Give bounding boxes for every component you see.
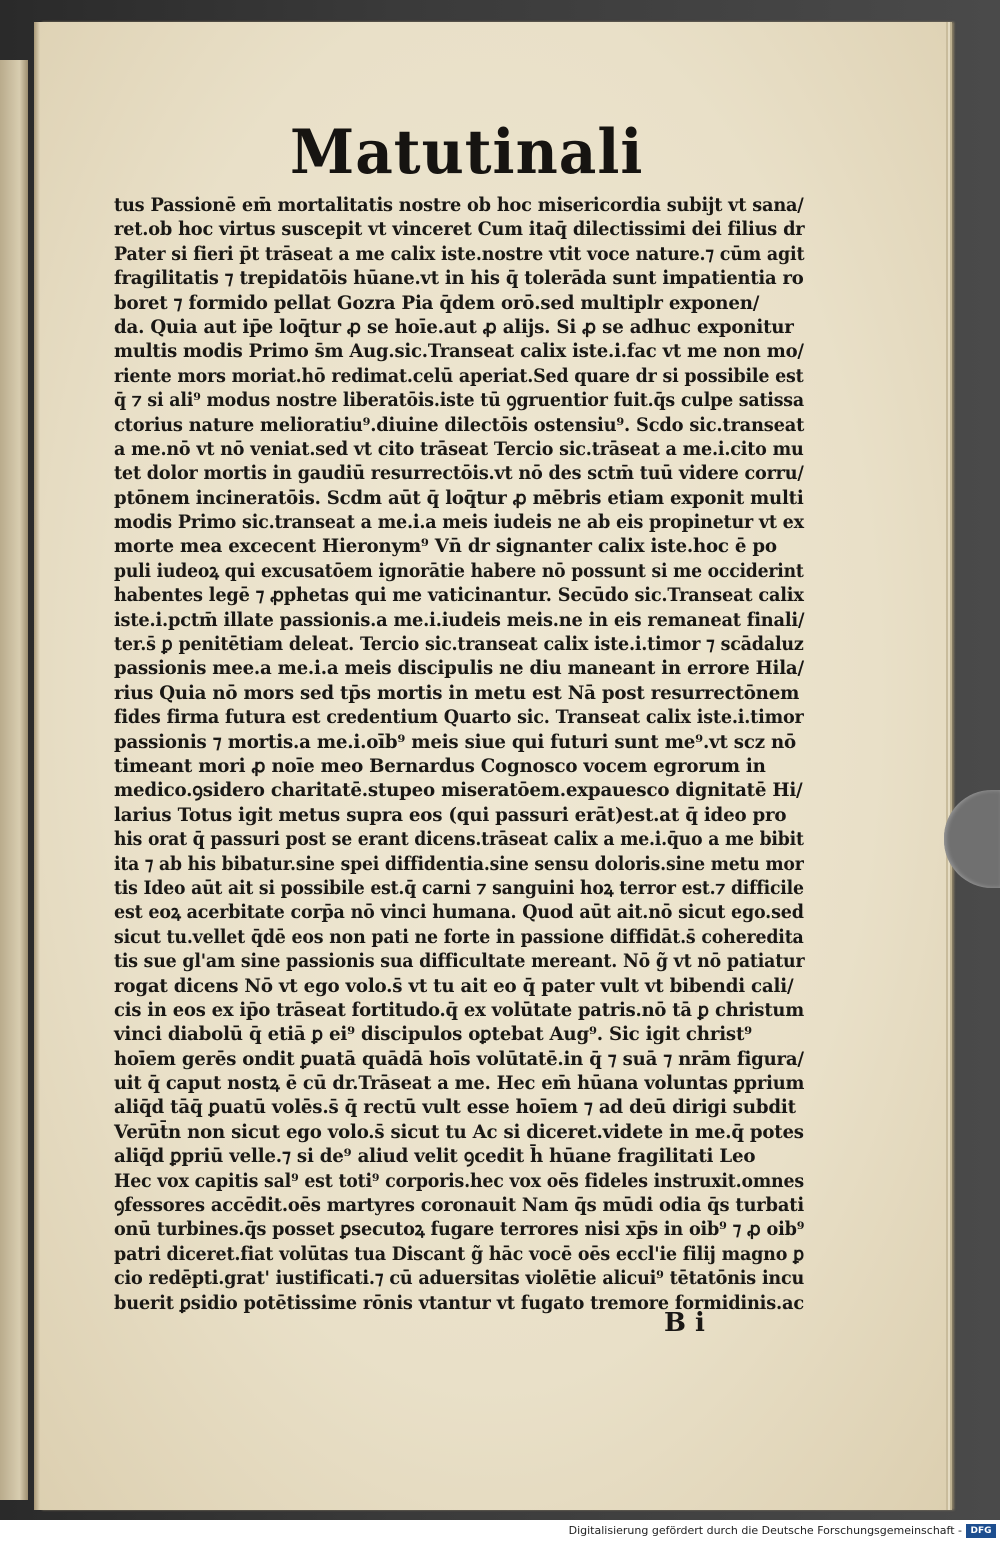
text-line: est eoꝝ acerbitate corp̄a nō vinci humana. Quod aūt ait.nō sicut ego.sed <box>114 902 804 924</box>
page-heading: Matutinali <box>290 116 644 188</box>
text-line: cio redēpti.grat' iustificati.⁊ cū aduersitas violētie alicui⁹ tētatōnis incu <box>114 1268 805 1290</box>
text-line: rius Quia nō mors sed tp̄s mortis in metu est Nā post resurrectōnem <box>114 682 800 704</box>
text-line: medico.ꝯsidero charitatē.stupeo miseratōem.expauesco dignitatē Hi/ <box>114 780 803 802</box>
text-line: hoīem gerēs ondit ꝑuatā quādā hoīs volūtatē.in q̄ ⁊ suā ⁊ nrām figura/ <box>114 1048 804 1070</box>
text-line: da. Quia aut ip̄e loq̄tur ꝓ se hoīe.aut ꝓ alijs. Si ꝓ se adhuc exponitur <box>114 316 794 338</box>
text-line: ret.ob hoc virtus suscepit vt vinceret Cum itaq̄ dilectissimi dei filius dr <box>114 219 805 241</box>
text-line: modis Primo sic.transeat a me.i.a meis iudeis ne ab eis propinetur vt ex <box>114 512 804 534</box>
text-line: onū turbines.q̄s posset ꝑsecutoꝝ fugare terrores nisi xp̄s in oib⁹ ⁊ ꝓ oib⁹ <box>114 1219 805 1241</box>
text-line: Verūt̄n non sicut ego volo.s̄ sicut tu Ac si diceret.videte in me.q̄ potes <box>114 1121 804 1143</box>
text-line: riente mors moriat.hō redimat.celū aperiat.Sed quare dr si possibile est <box>114 365 804 387</box>
text-line: aliq̄d ꝑpriū velle.⁊ si de⁹ aliud velit ꝯcedit h̄ hūane fragilitati Leo <box>114 1146 756 1168</box>
text-line: morte mea excecent Hieronym⁹ Vn̄ dr signanter calix iste.hoc ē po <box>114 536 777 558</box>
text-line: ita ⁊ ab his bibatur.sine spei diffidentia.sine sensu doloris.sine metu mor <box>114 853 804 875</box>
text-line: ptōnem incineratōis. Scdm aūt q̄ loq̄tur ꝓ mēbris etiam exponit multi <box>114 487 804 509</box>
text-line: patri diceret.fiat volūtas tua Discant g̃ hāc vocē oēs eccl'ie filij magno ꝑ <box>114 1243 805 1265</box>
digitization-credit: Digitalisierung gefördert durch die Deutsche Forschungsgemeinschaft - <box>568 1524 962 1537</box>
text-line: tis sue gl'am sine passionis sua difficultate mereant. Nō g̃ vt nō patiatur <box>114 951 805 973</box>
text-line: buerit ꝑsidio potētissime rōnis vtantur vt fugato tremore formidinis.ac <box>114 1292 804 1314</box>
text-line: Hec vox capitis sal⁹ est toti⁹ corporis.hec vox oēs fideles instruxit.omnes <box>114 1170 804 1192</box>
text-line: a me.nō vt nō veniat.sed vt cito trāseat Tercio sic.trāseat a me.i.cito mu <box>114 438 804 460</box>
text-line: iste.i.pctm̄ illate passionis.a me.i.iudeis meis.ne in eis remaneat finali/ <box>114 609 805 631</box>
text-line: tet dolor mortis in gaudiū resurrectōis.vt nō des sctm̄ tuū videre corru/ <box>114 463 804 485</box>
text-line: tis Ideo aūt ait si possibile est.q̄ carni ⁊ sanguini hoꝝ terror est.⁊ difficile <box>114 877 804 899</box>
text-line: fragilitatis ⁊ trepidatōis hūane.vt in his q̄ tolerāda sunt impatientia ro <box>114 268 804 290</box>
text-line: multis modis Primo s̄m Aug.sic.Transeat calix iste.i.fac vt me non mo/ <box>114 341 804 363</box>
text-line: ꝯfessores accēdit.oēs martyres coronauit Nam q̄s mūdi odia q̄s turbati <box>114 1195 804 1217</box>
text-line: puli iudeoꝝ qui excusatōem ignorātie habere nō possunt si me occiderint <box>114 560 804 582</box>
text-line: ter.s̄ ꝑ penitētiam deleat. Tercio sic.transeat calix iste.i.timor ⁊ scādaluz <box>114 634 804 656</box>
text-line: timeant mori ꝓ noīe meo Bernardus Cognosco vocem egrorum in <box>114 755 766 777</box>
facing-page-edge <box>0 60 28 1500</box>
text-line: aliq̄d tāq̄ ꝑuatū volēs.s̄ q̄ rectū vult esse hoīem ⁊ ad deū dirigi subdit <box>114 1097 796 1119</box>
text-block <box>114 194 804 1316</box>
page-gutter <box>34 22 40 1510</box>
text-line: tus Passionē em̄ mortalitatis nostre ob hoc misericordia subijt vt sana/ <box>114 195 804 216</box>
signature-mark: B i <box>664 1308 705 1338</box>
text-line: habentes legē ⁊ ꝓphetas qui me vaticinantur. Secūdo sic.Transeat calix <box>114 585 804 607</box>
text-line: passionis ⁊ mortis.a me.i.oīb⁹ meis siue qui futuri sunt me⁹.vt scz nō <box>114 731 796 753</box>
text-line: cis in eos ex ip̄o trāseat fortitudo.q̄ ex volūtate patris.nō tā ꝑ christum <box>114 999 805 1021</box>
dfg-logo: DFG <box>966 1524 996 1538</box>
text-line: his orat q̄ passuri post se erant dicens.trāseat calix a me.i.q̄uo a me bibit <box>114 829 804 851</box>
text-line: ctorius nature melioratiu⁹.diuine dilectōis ostensiu⁹. Scdo sic.transeat <box>114 414 805 436</box>
text-line: boret ⁊ formido pellat Gozra Pia q̄dem orō.sed multiplr exponen/ <box>114 292 760 314</box>
text-line: vinci diabolū q̄ etiā ꝑ ei⁹ discipulos oꝑtebat Aug⁹. Sic igit christ⁹ <box>114 1024 752 1046</box>
text-line: q̄ ⁊ si ali⁹ modus nostre liberatōis.iste tū ꝯgruentior fuit.q̄s culpe satissa <box>114 390 804 412</box>
text-line: passionis mee.a me.i.a meis discipulis ne diu maneant in errore Hila/ <box>114 658 804 680</box>
text-line: fides firma futura est credentium Quarto sic. Transeat calix iste.i.timor <box>114 707 804 729</box>
text-line: sicut tu.vellet q̄dē eos non pati ne forte in passione diffidāt.s̄ coheredita <box>114 926 804 948</box>
text-line: rogat dicens Nō vt ego volo.s̄ vt tu ait eo q̄ pater vult vt bibendi cali/ <box>114 975 794 997</box>
text-line: uit q̄ caput nostꝝ ē cū dr.Trāseat a me. Hec em̄ hūana voluntas ꝑprium <box>114 1073 805 1095</box>
text-line: Pater si fieri p̄t trāseat a me calix iste.nostre vtit voce nature.⁊ cūm agit <box>114 243 805 265</box>
text-line: larius Totus igit metus supra eos (qui passuri erāt)est.at q̄ ideo pro <box>114 804 787 826</box>
